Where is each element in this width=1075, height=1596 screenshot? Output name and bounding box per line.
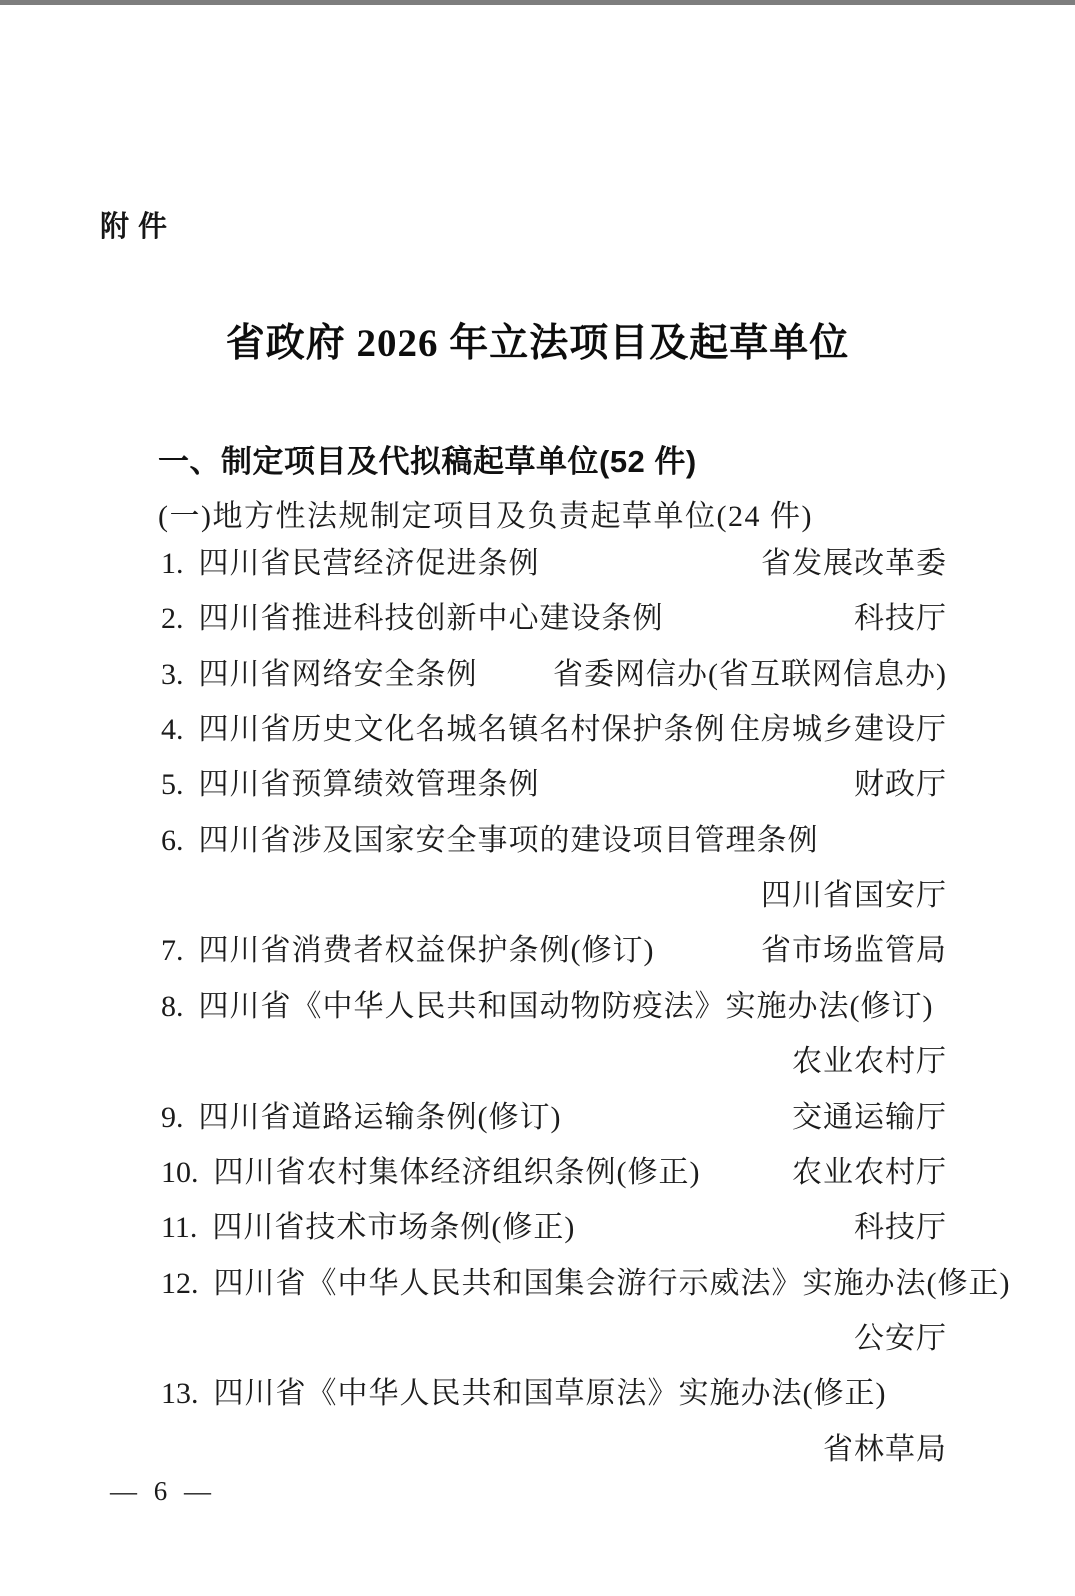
item-number: 12. — [161, 1266, 199, 1300]
item-title: 四川省预算绩效管理条例 — [198, 768, 540, 802]
item-number: 9. — [161, 1100, 184, 1134]
list-item — [161, 823, 947, 861]
item-agency: 省市场监管局 — [761, 934, 947, 968]
item-title: 四川省民营经济促进条例 — [198, 547, 540, 580]
list-item — [161, 989, 947, 1027]
item-number: 7. — [161, 934, 184, 968]
item-agency: 科技厅 — [854, 602, 947, 636]
item-number: 1. — [161, 547, 184, 580]
item-agency-continuation — [161, 1432, 947, 1470]
item-number: 4. — [161, 713, 184, 747]
list-item — [161, 767, 947, 805]
item-title: 四川省推进科技创新中心建设条例 — [198, 602, 664, 636]
list-item — [161, 1266, 1011, 1304]
item-title: 四川省道路运输条例(修订) — [198, 1100, 562, 1134]
item-title: 四川省消费者权益保护条例(修订) — [198, 934, 655, 968]
list-item — [161, 1100, 947, 1138]
item-title: 四川省《中华人民共和国集会游行示威法》实施办法(修正) — [213, 1266, 1011, 1300]
item-agency: 住房城乡建设厅 — [730, 713, 947, 747]
item-title: 四川省涉及国家安全事项的建设项目管理条例 — [198, 823, 819, 857]
item-number: 5. — [161, 768, 184, 802]
item-agency: 省林草局 — [823, 1432, 947, 1466]
list-item — [161, 1210, 947, 1248]
item-number: 8. — [161, 989, 184, 1023]
item-title: 四川省《中华人民共和国草原法》实施办法(修正) — [213, 1377, 887, 1411]
item-agency: 省委网信办(省互联网信息办) — [553, 657, 947, 691]
item-number: 11. — [161, 1211, 198, 1245]
item-title: 四川省历史文化名城名镇名村保护条例 — [198, 713, 726, 747]
page-number: — 6 — — [110, 1476, 216, 1506]
list-item — [161, 712, 947, 750]
item-number: 3. — [161, 657, 184, 691]
item-number: 6. — [161, 823, 184, 857]
item-agency-continuation — [161, 1044, 947, 1082]
item-agency: 农业农村厅 — [792, 1045, 947, 1079]
item-agency: 四川省国安厅 — [761, 879, 947, 913]
item-agency: 科技厅 — [854, 1211, 947, 1245]
item-number: 13. — [161, 1377, 199, 1411]
section-subheading: (一)地方性法规制定项目及负责起草单位(24 件) — [158, 500, 813, 533]
item-title: 四川省农村集体经济组织条例(修正) — [213, 1155, 701, 1189]
item-title: 四川省技术市场条例(修正) — [212, 1211, 576, 1245]
list-item — [161, 657, 947, 695]
item-agency: 省发展改革委 — [761, 547, 947, 580]
document-title: 省政府 2026 年立法项目及起草单位 — [225, 322, 850, 365]
item-agency: 公安厅 — [854, 1321, 947, 1355]
item-number: 2. — [161, 602, 184, 636]
list-item — [161, 1155, 947, 1193]
legislation-list — [161, 0, 1011, 1596]
item-title: 四川省网络安全条例 — [198, 657, 478, 691]
item-agency: 农业农村厅 — [792, 1155, 947, 1189]
list-item — [161, 546, 947, 584]
list-item — [161, 1376, 947, 1414]
item-agency-continuation — [161, 1321, 947, 1359]
item-number: 10. — [161, 1155, 199, 1189]
item-agency: 交通运输厅 — [792, 1100, 947, 1134]
section-heading: 一、制定项目及代拟稿起草单位(52 件) — [158, 444, 697, 479]
item-agency-continuation — [161, 878, 947, 916]
list-item — [161, 601, 947, 639]
item-agency: 财政厅 — [854, 768, 947, 802]
list-item — [161, 933, 947, 971]
attachment-label: 附件 — [100, 211, 177, 243]
item-title: 四川省《中华人民共和国动物防疫法》实施办法(修订) — [198, 989, 934, 1023]
